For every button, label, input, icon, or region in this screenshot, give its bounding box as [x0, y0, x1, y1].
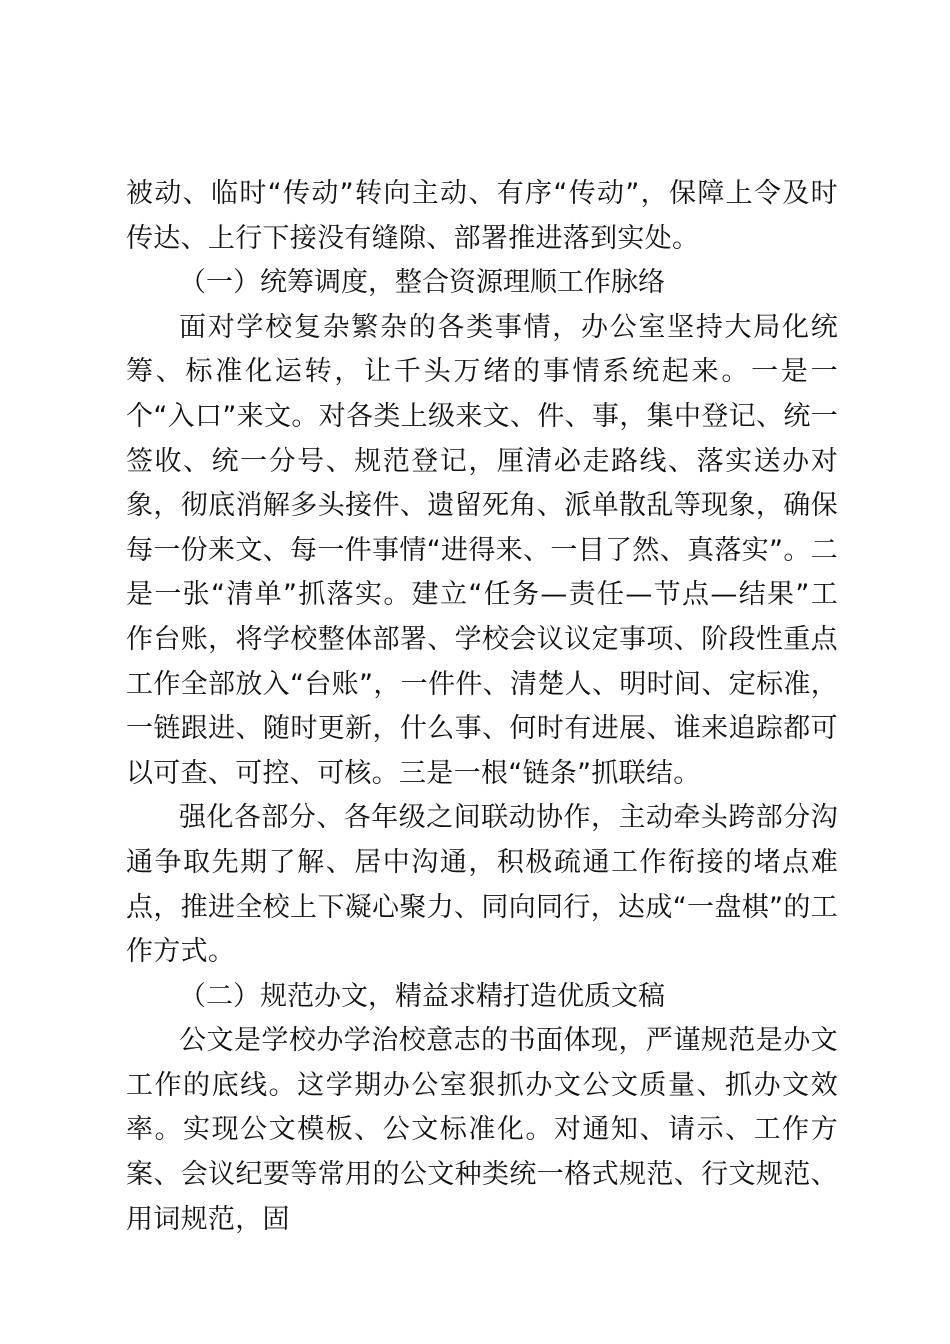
paragraph-document-standards: 公文是学校办学治校意志的书面体现，严谨规范是办文工作的底线。这学期办公室狠抓办文公文质量、抓办文效率。实现公文模板、公文标准化。对通知、请示、工作方案、会议纪要等常用的公文种类统一格式规范、行文规范、用词规范，固 [126, 1025, 838, 1235]
paragraph-continuation: 被动、临时“传动”转向主动、有序“传动”，保障上令及时传达、上行下接没有缝隙、部署推进落到实处。 [126, 178, 838, 254]
section-heading-1: （一）统筹调度，整合资源理顺工作脉络 [179, 267, 665, 299]
section-heading-2: （二）规范办文，精益求精打造优质文稿 [179, 980, 665, 1012]
document-body [126, 172, 838, 1242]
paragraph-coordination: 面对学校复杂繁杂的各类事情，办公室坚持大局化统筹、标准化运转，让千头万绪的事情系统起来。一是一个“入口”来文。对各类上级来文、件、事，集中登记、统一签收、统一分号、规范登记，厘清必走路线、落实送办对象，彻底消解多头接件、遗留死角、派单散乱等现象，确保每一份来文、每一件事情“进得来、一目了然、真落实”。二是一张“清单”抓落实。建立“任务—责任—节点—结果”工作台账，将学校整体部署、学校会议议定事项、阶段性重点工作全部放入“台账”，一件件、清楚人、明时间、定标准，一链跟进、随时更新，什么事、何时有进展、谁来追踪都可以可查、可控、可核。三是一根“链条”抓联结。 [126, 311, 838, 789]
paragraph-collaboration: 强化各部分、各年级之间联动协作，主动牵头跨部分沟通争取先期了解、居中沟通，积极疏通工作衔接的堵点难点，推进全校上下凝心聚力、同向同行，达成“一盘棋”的工作方式。 [126, 802, 838, 968]
